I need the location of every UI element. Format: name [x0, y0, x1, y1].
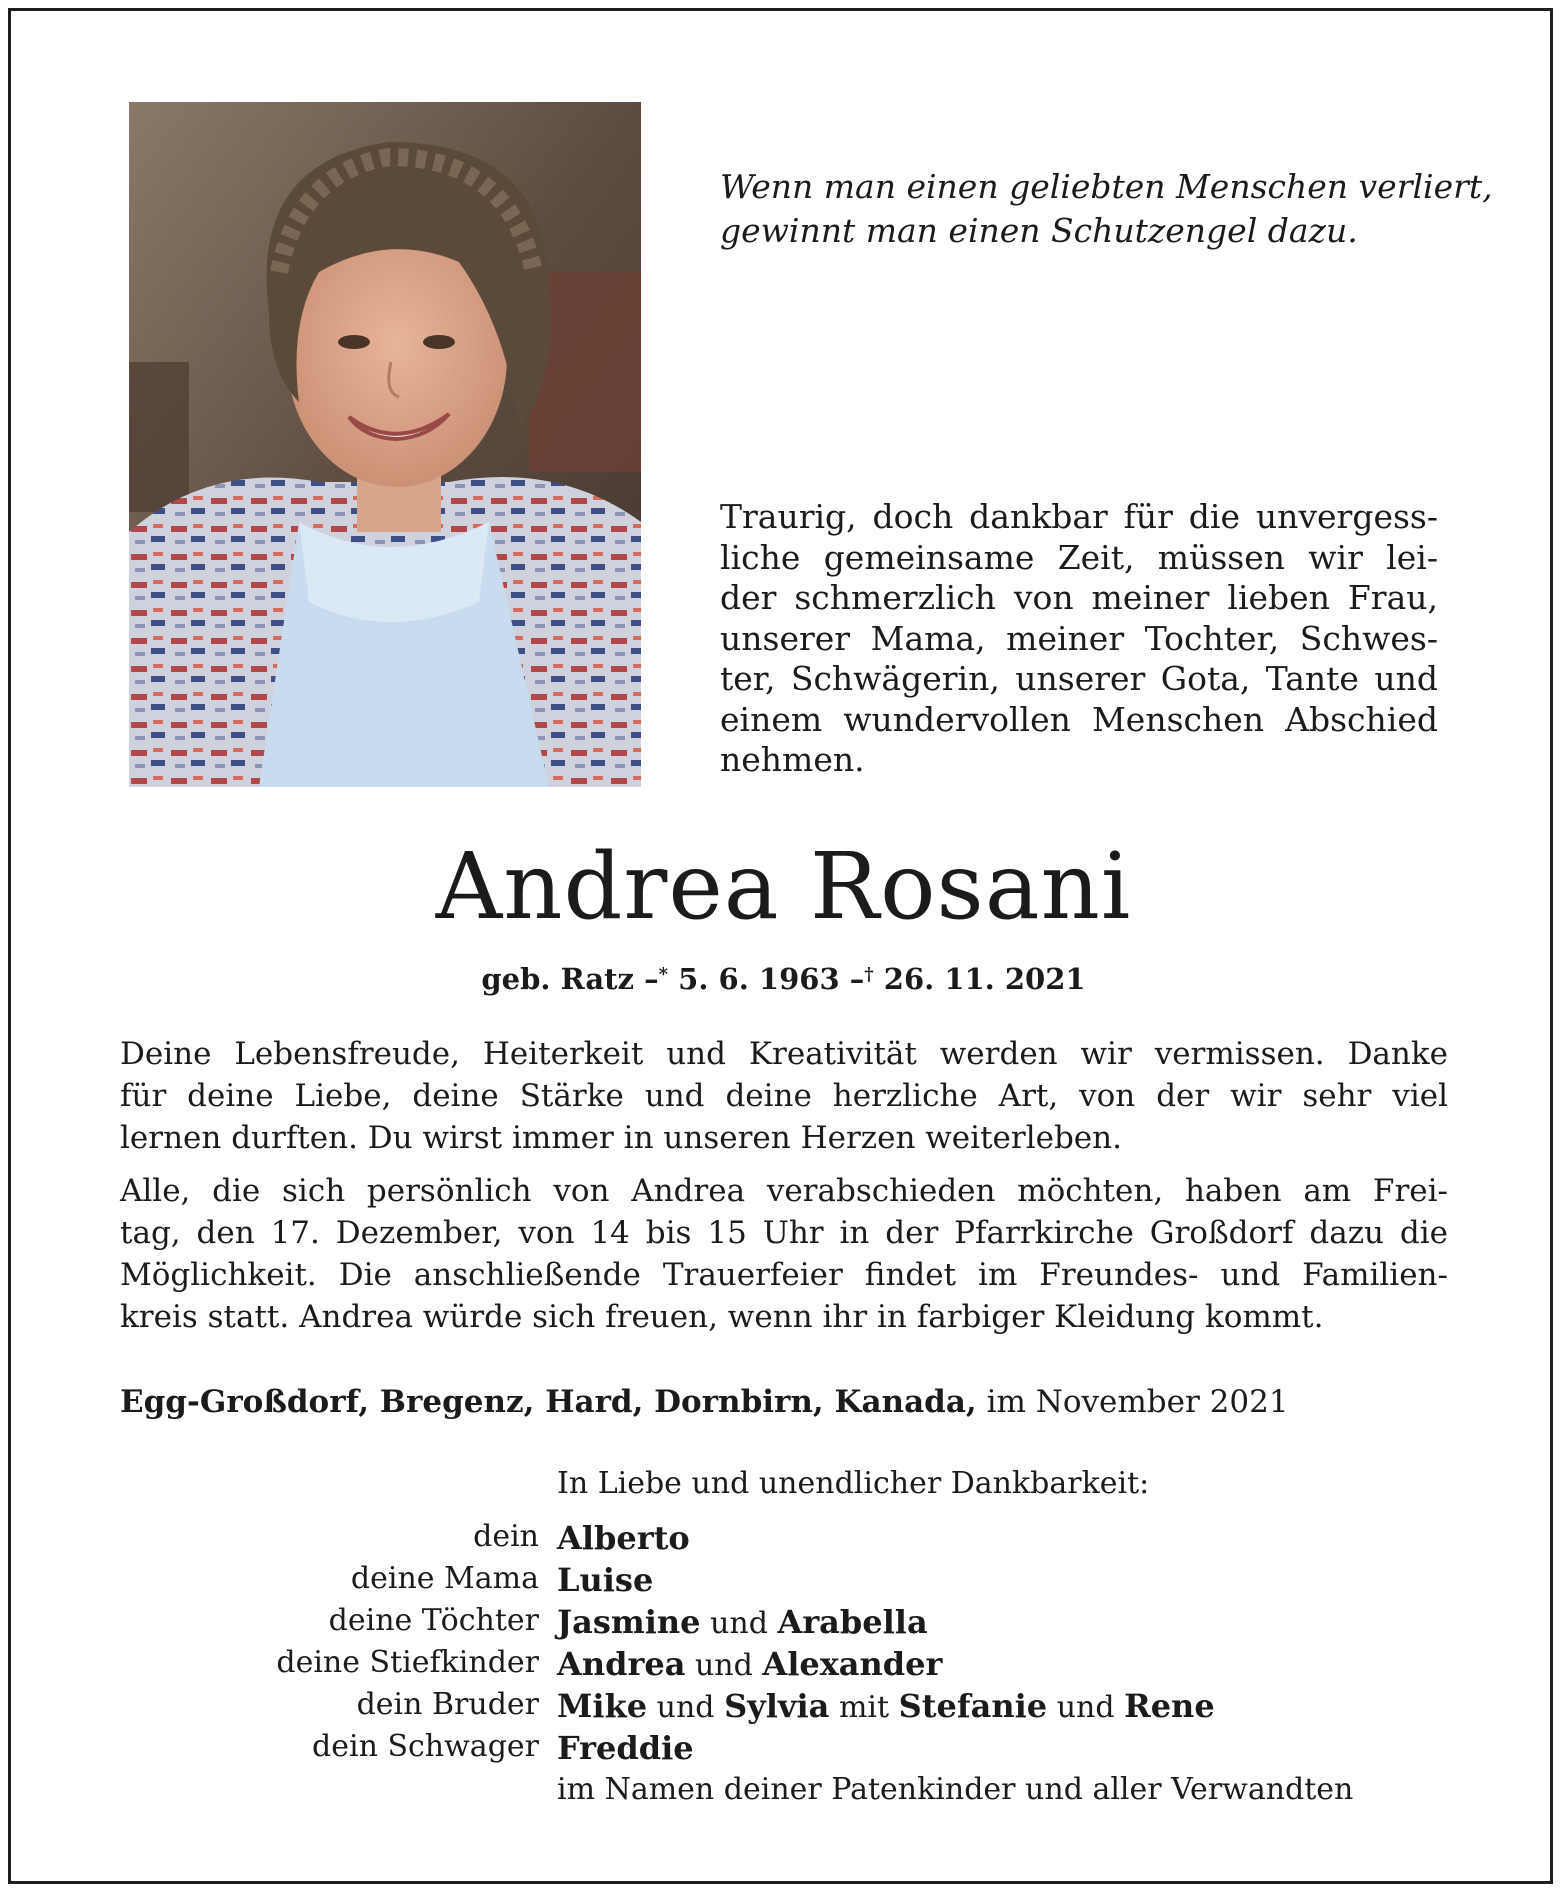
mourner-row [0, 1687, 1567, 1729]
life-dates [0, 959, 1567, 999]
separator: – [644, 962, 659, 996]
farewell-line: tag, den 17. Dezember, von 14 bis 15 Uhr in der Pfarrkirche Großdorf dazu die [120, 1215, 1448, 1251]
farewell-info-paragraph [120, 1170, 1448, 1338]
conjunction: mit [838, 1690, 890, 1725]
intro-line: ter, Schwägerin, unserer Gota, Tante und [720, 659, 1438, 698]
relation-label: deine Töchter [328, 1603, 539, 1638]
relation-label: deine Mama [350, 1561, 539, 1596]
birth-symbol: * [658, 964, 669, 985]
death-symbol: † [864, 964, 874, 985]
mourner-name: Alexander [762, 1645, 943, 1683]
intro-line: der schmerzlich von meiner lieben Frau, [720, 578, 1438, 617]
intro-line: nehmen. [720, 740, 865, 779]
conjunction: und [710, 1606, 768, 1641]
farewell-line: Möglichkeit. Die anschließende Trauerfeier findet im Freundes- und Familien- [120, 1257, 1448, 1293]
relation-label: dein Bruder [356, 1687, 539, 1722]
mourner-name: Arabella [777, 1603, 928, 1641]
intro-line: liche gemeinsame Zeit, müssen wir lei- [720, 537, 1438, 577]
mourner-name: Luise [557, 1561, 654, 1599]
birth-date: 5. 6. 1963 [678, 962, 840, 996]
tribute-line: Deine Lebensfreude, Heiterkeit und Kreativität werden wir vermissen. Danke [120, 1036, 1448, 1072]
mourner-name: Alberto [557, 1519, 690, 1557]
relation-label: dein Schwager [312, 1729, 539, 1764]
death-date: 26. 11. 2021 [883, 962, 1086, 996]
locations: Egg-Großdorf, Bregenz, Hard, Dornbirn, Kanada, [120, 1384, 977, 1420]
relation-label: dein [473, 1519, 539, 1554]
conjunction: und [694, 1648, 753, 1683]
separator: – [849, 962, 865, 996]
intro-paragraph [720, 497, 1438, 781]
mourner-row [0, 1561, 1567, 1603]
mourner-name: Rene [1124, 1687, 1215, 1725]
mourner-name: Sylvia [724, 1687, 830, 1725]
intro-line: unserer Mama, meiner Tochter, Schwes- [720, 618, 1438, 658]
mourner-name: Jasmine [557, 1603, 701, 1641]
conjunction: und [656, 1690, 715, 1725]
quote-line: gewinnt man einen Schutzengel dazu. [720, 211, 1358, 250]
portrait-photo [129, 102, 641, 787]
mourner-name: Stefanie [898, 1687, 1048, 1725]
tribute-line: für deine Liebe, deine Stärke und deine herzliche Art, von der wir sehr viel [120, 1078, 1448, 1114]
birth-name: geb. Ratz [481, 962, 635, 996]
farewell-line: kreis statt. Andrea würde sich freuen, wenn ihr in farbiger Kleidung kommt. [120, 1299, 1324, 1335]
mourner-name: Andrea [557, 1645, 686, 1683]
thanks-line: In Liebe und unendlicher Dankbarkeit: [557, 1466, 1150, 1501]
closing-line: im Namen deiner Patenkinder und aller Verwandten [557, 1772, 1354, 1807]
mourner-row [0, 1519, 1567, 1561]
place-and-date [120, 1381, 1289, 1423]
mourner-row [0, 1729, 1567, 1771]
month-year: im November 2021 [986, 1384, 1289, 1420]
intro-line: Traurig, doch dankbar für die unvergess- [720, 497, 1438, 536]
intro-line: einem wundervollen Menschen Abschied [720, 699, 1438, 739]
tribute-line: lernen durften. Du wirst immer in unseren Herzen weiterleben. [120, 1120, 1122, 1156]
conjunction: und [1056, 1690, 1115, 1725]
mourner-row [0, 1645, 1567, 1687]
tribute-paragraph [120, 1033, 1448, 1159]
relation-label: deine Stiefkinder [276, 1645, 539, 1680]
deceased-name: Andrea Rosani [435, 833, 1132, 940]
quote-line: Wenn man einen geliebten Menschen verliert, [720, 167, 1493, 206]
mourner-row [0, 1603, 1567, 1645]
mourner-name: Freddie [557, 1729, 694, 1767]
farewell-line: Alle, die sich persönlich von Andrea verabschieden möchten, haben am Frei- [120, 1173, 1448, 1209]
epigraph-quote [720, 165, 1493, 253]
mourner-name: Mike [557, 1687, 648, 1725]
